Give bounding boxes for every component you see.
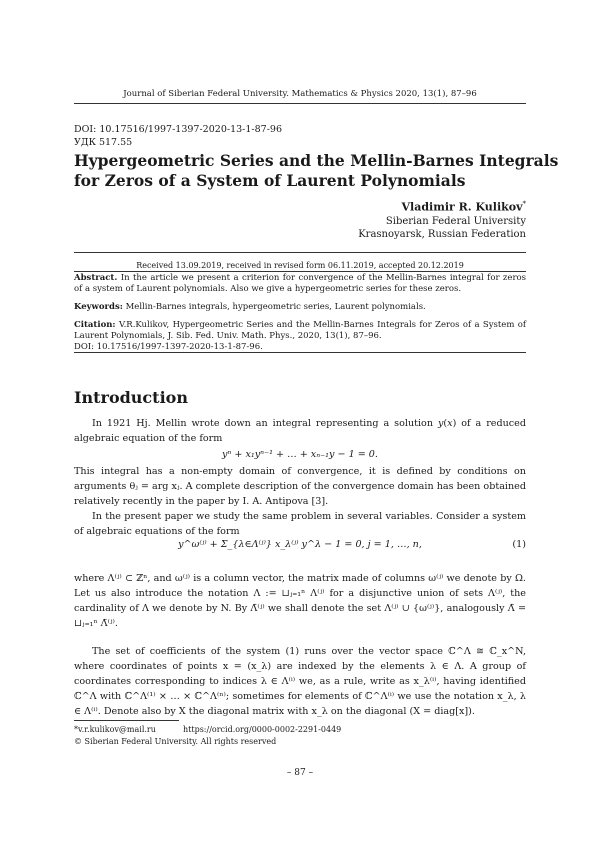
title-line-2: for Zeros of a System of Laurent Polynomials [74, 171, 466, 190]
citation-text: V.R.Kulikov, Hypergeometric Series and the Mellin-Barnes Integrals for Zeros of a System of Laurent Polynomials, J. Sib. Fed. Univ. Math. Phys., 2020, 13(1), 87–96. [74, 320, 527, 341]
equation-1: y^ω⁽ʲ⁾ + Σ_{λ∈Λ⁽ʲ⁾} x_λ⁽ʲ⁾ y^λ − 1 = 0, j = 1, …, n, [178, 539, 422, 550]
abstract-rule [74, 352, 526, 353]
dates-line: Received 13.09.2019, received in revised form 06.11.2019, accepted 20.12.2019 [136, 261, 464, 270]
header-rule [74, 103, 526, 104]
abstract [74, 273, 526, 295]
keywords [74, 302, 526, 313]
paper-title [74, 151, 558, 191]
intro-paragraph-5: The set of coefficients of the system (1) runs over the vector space ℂ^Λ ≅ ℂ_x^N, where coordinates of points x = (x_λ) are indexed by the elements λ ∈ Λ. A group of coordinates corresponding to indices λ ∈ Λ⁽ⁱ⁾ we, as a rule, write as x_λ⁽ⁱ⁾, having identified ℂ^Λ with ℂ^Λ⁽¹⁾ × … × ℂ^Λ⁽ⁿ⁾; sometimes for elements of ℂ^Λ⁽ⁱ⁾ we use the notation x_λ, λ ∈ Λ⁽ⁱ⁾. Denote also by X the diagonal matrix with x_λ on the diagonal (X = diag[x]). [74, 646, 526, 717]
page-number: – 87 – [286, 768, 314, 778]
footnote-copyright: © Siberian Federal University. All rights reserved [74, 737, 277, 746]
intro-paragraph-4: where Λ⁽ʲ⁾ ⊂ ℤⁿ, and ω⁽ʲ⁾ is a column vector, the matrix made of columns ω⁽ʲ⁾ we denote by Ω. Let us also introduce the notation Λ := ⊔ⱼ₌₁ⁿ Λ⁽ʲ⁾ for a disjunctive union of sets Λ⁽ʲ⁾, the cardinality of Λ we denote by N. By Λ̄⁽ʲ⁾ we shall denote the set Λ⁽ʲ⁾ ∪ {ω⁽ʲ⁾}, analogously Λ̄ = ⊔ⱼ₌₁ⁿ Λ̄⁽ʲ⁾. [74, 573, 526, 629]
intro-p1-start: In 1921 Hj. Mellin wrote down an integral representing a solution [92, 418, 438, 429]
abstract-text: In the article we present a criterion for convergence of the Mellin-Barnes integral for zeros of a system of Laurent polynomials. Also we give a hypergeometric series for these zeros. [74, 273, 526, 294]
footnote-email: *v.r.kulikov@mail.ru [74, 725, 156, 734]
intro-paragraph-3: In the present paper we study the same problem in several variables. Consider a system of algebraic equations of the form [74, 511, 526, 537]
footnote-orcid: https://orcid.org/0000-0002-2291-0449 [183, 725, 342, 734]
keywords-label: Keywords: [74, 302, 123, 312]
intro-p1-end: of a reduced algebraic equation of the form [74, 418, 526, 444]
citation [74, 320, 526, 353]
keywords-text: Mellin-Barnes integrals, hypergeometric series, Laurent polynomials. [125, 302, 426, 312]
author-block [358, 200, 526, 240]
equation-1-number: (1) [512, 539, 526, 550]
section-title: Introduction [74, 388, 188, 407]
title-line-1: Hypergeometric Series and the Mellin-Barnes Integrals [74, 151, 559, 170]
author-affiliation-1: Siberian Federal University [385, 215, 526, 227]
citation-doi: DOI: 10.17516/1997-1397-2020-13-1-87-96. [74, 342, 263, 352]
author-name-text: Vladimir R. Kulikov [401, 200, 523, 214]
author-affiliation-2: Krasnoyarsk, Russian Federation [358, 228, 526, 240]
author-name [358, 200, 526, 214]
dates-rule-bottom [74, 271, 526, 272]
doi-line: DOI: 10.17516/1997-1397-2020-13-1-87-96 [74, 124, 283, 135]
dates-rule-top [74, 252, 526, 253]
intro-paragraph-1: In 1921 Hj. Mellin wrote down an integral representing a solution y(x) of a reduced algebraic equation of the form [74, 418, 526, 444]
abstract-label: Abstract. [74, 273, 118, 283]
citation-label: Citation: [74, 320, 116, 330]
footnote-line-1 [74, 725, 341, 734]
footnote-rule [74, 720, 179, 721]
equation-0: yⁿ + x₁yⁿ⁻¹ + … + xₙ₋₁y − 1 = 0. [222, 449, 378, 460]
udk-line: УДК 517.55 [74, 137, 133, 148]
journal-header: Journal of Siberian Federal University. Mathematics & Physics 2020, 13(1), 87–96 [123, 89, 477, 99]
intro-paragraph-2: This integral has a non-empty domain of convergence, it is defined by conditions on arguments θⱼ = arg xⱼ. A complete description of the convergence domain has been obtained relatively recently in the paper by I. A. Antipova [3]. [74, 466, 526, 507]
author-mark: * [522, 200, 526, 208]
